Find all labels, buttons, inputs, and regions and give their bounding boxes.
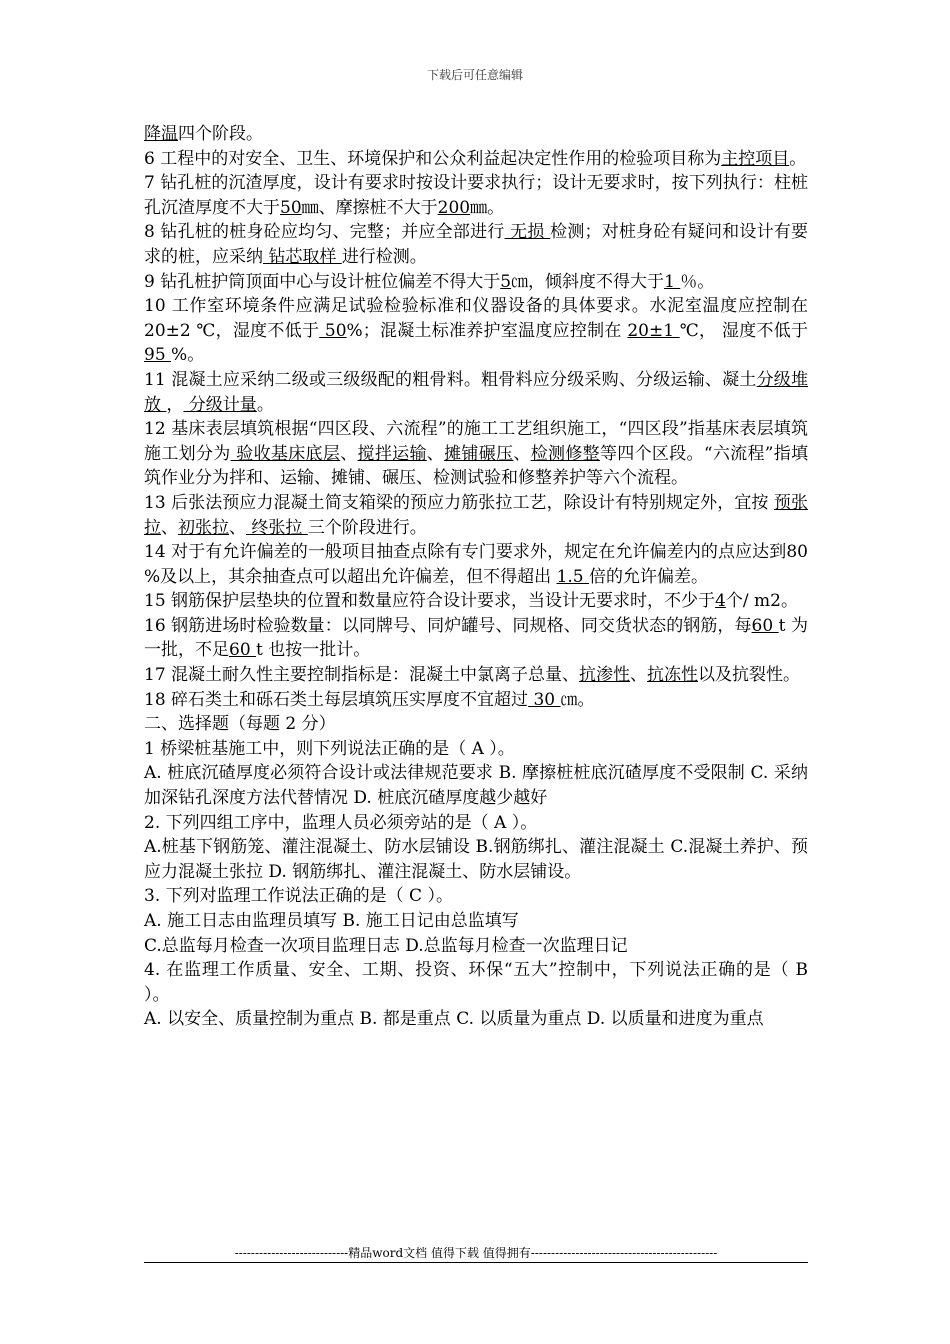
text-segment: A. 桩底沉碴厚度必须符合设计或法律规范要求 B. 摩擦桩桩底沉碴厚度不受限制 C. 采纳加深钻孔深度方法代替情况 D. 桩底沉碴厚度越少越好 [144, 763, 808, 809]
footer-divider [144, 1262, 808, 1263]
text-segment: 10 工作室环境条件应满足试验检验标准和仪器设备的具体要求。水泥室温度应控制在 20±2 ℃，湿度不低于 [144, 296, 808, 341]
text-segment: 13 后张法预应力混凝土简支箱梁的预应力筋张拉工艺，除设计有特别规定外，宜按 [144, 492, 774, 513]
paragraph-p14 [144, 540, 808, 589]
text-segment: ℃， 湿度不低于 [679, 320, 808, 341]
paragraph-q4 [144, 958, 808, 1007]
underlined-answer: 主控项目 [721, 148, 790, 169]
text-segment: 9 钻孔桩护筒顶面中心与设计桩位偏差不得大于 [144, 271, 501, 292]
text-segment: C.总监每月检查一次项目监理日志 D.总监每月检查一次监理日记 [144, 935, 628, 956]
underlined-answer: 初张拉 [178, 517, 229, 538]
text-segment: 11 混凝土应采纳二级或三级级配的粗骨料。粗骨料应分级采购、分级运输、凝土 [144, 369, 757, 390]
paragraph-s2 [144, 712, 808, 737]
text-segment: ％。 [680, 271, 715, 292]
text-segment: 6 工程中的对安全、卫生、环境保护和公众利益起决定性作用的检验项目称为 [144, 148, 722, 169]
text-segment: ㎜。 [470, 197, 505, 218]
paragraph-p7 [144, 171, 808, 220]
text-segment: 4. 在监理工作质量、安全、工期、投资、环保“五大”控制中，下列说法正确的是（ B ）。 [144, 960, 808, 1005]
underlined-answer: 降温 [144, 124, 178, 144]
paragraph-p15 [144, 589, 808, 614]
underlined-answer: 分级堆放 [144, 369, 808, 415]
underlined-answer: 50 [319, 320, 347, 341]
text-segment: %。 [171, 345, 205, 366]
paragraph-q4o [144, 1007, 808, 1032]
document-body [144, 122, 808, 1032]
paragraph-p13 [144, 491, 808, 540]
underlined-answer: 搅拌运输 [357, 443, 427, 464]
paragraph-q2 [144, 811, 808, 836]
text-segment: 个/ m2。 [725, 591, 798, 612]
underlined-answer: 分级计量 [183, 394, 257, 415]
paragraph-p18 [144, 688, 808, 713]
text-segment: 、 [340, 443, 358, 464]
paragraph-p9 [144, 270, 808, 295]
text-segment: A.桩基下钢筋笼、灌注混凝土、防水层铺设 B.钢筋绑扎、灌注混凝土 C.混凝土养护、预应力混凝土张拉 D. 钢筋绑扎、灌注混凝土、防水层铺设。 [144, 837, 808, 882]
paragraph-p6 [144, 147, 808, 172]
underlined-answer: 20±1 [627, 320, 680, 341]
text-segment: 15 钢筋保护层垫块的位置和数量应符合设计要求，当设计无要求时，不少于 [144, 591, 716, 612]
underlined-answer: 抗渗性 [579, 665, 631, 686]
text-segment: 四个阶段。 [178, 124, 263, 144]
text-segment: 、 [229, 517, 246, 538]
text-segment: 等四个区段。“六流程”指填筑作业分为拌和、运输、摊铺、碾压、检测试验和修整养护等六个流程。 [144, 443, 809, 489]
underlined-answer: 检测修整 [530, 443, 600, 464]
underlined-answer: 5 [500, 271, 512, 292]
paragraph-p12 [144, 417, 808, 491]
page-footer: ----------------------------精品word文档 值得下载 值得拥有---------------------------------------------- [234, 1246, 718, 1260]
underlined-answer: 抗冻性 [647, 665, 699, 686]
text-segment: 14 对于有允许偏差的一般项目抽查点除有专门要求外，规定在允许偏差内的点应达到80 %及以上，其余抽查点可以超出允许偏差，但不得超出 [144, 542, 808, 587]
text-segment: 8 钻孔桩的桩身砼应均匀、完整；并应全部进行 [144, 222, 505, 243]
underlined-answer: 钻芯取样 [263, 246, 342, 267]
text-segment: 。 [256, 394, 274, 415]
text-segment: 进行检测。 [341, 246, 427, 267]
underlined-answer: 无损 [504, 222, 551, 243]
underlined-answer: 摊铺碾压 [444, 443, 514, 464]
text-segment: 1 桥梁桩基施工中，则下列说法正确的是（ A ）。 [144, 738, 515, 759]
text-segment: ， [166, 394, 184, 415]
text-segment: ㎝。 [560, 689, 595, 710]
paragraph-p0 [144, 122, 808, 147]
paragraph-q3 [144, 884, 808, 909]
text-segment: 、 [426, 443, 445, 464]
text-segment: 。 [789, 148, 807, 169]
underlined-answer: 60 [229, 640, 257, 661]
text-segment: 、 [513, 443, 531, 464]
underlined-answer: 预张拉 [144, 492, 808, 538]
paragraph-q1o [144, 761, 808, 810]
text-segment: 7 钻孔桩的沉渣厚度，设计有要求时按设计要求执行；设计无要求时，按下列执行：柱桩孔沉渣厚度不大于 [144, 173, 808, 218]
text-segment: 3. 下列对监理工作说法正确的是（ C ）。 [144, 886, 453, 907]
underlined-answer: 60 [751, 615, 779, 636]
paragraph-q3b [144, 934, 808, 959]
underlined-answer: 30 [528, 689, 561, 710]
paragraph-p8 [144, 220, 808, 269]
text-segment: t 也按一批计。 [256, 640, 371, 661]
paragraph-q1 [144, 737, 808, 762]
paragraph-p10 [144, 294, 808, 368]
text-segment: 倍的允许偏差。 [589, 566, 709, 587]
text-segment: 16 钢筋进场时检验数量：以同牌号、同炉罐号、同规格、同交货状态的钢筋，每 [144, 615, 752, 636]
underlined-answer: 终张拉 [246, 517, 308, 538]
text-segment: ㎝，倾斜度不得大于 [511, 271, 665, 292]
text-segment: %；混凝土标准养护室温度应控制在 [346, 320, 628, 341]
underlined-answer: 验收基床底层 [230, 443, 341, 464]
underlined-answer: 1 [664, 271, 681, 292]
underlined-answer: 200 [437, 197, 471, 218]
text-segment: 、 [161, 517, 178, 538]
text-segment: 、 [630, 665, 648, 686]
text-segment: 12 基床表层填筑根据“四区段、六流程”的施工工艺组织施工，“四区段”指基床表层填筑施工划分为 [144, 419, 808, 464]
text-segment: 2. 下列四组工序中，监理人员必须旁站的是（ A ）。 [144, 812, 538, 833]
page-header: 下载后可任意编辑 [426, 68, 523, 82]
paragraph-p16 [144, 614, 808, 663]
text-segment: 三个阶段进行。 [307, 517, 427, 538]
text-segment: A. 以安全、质量控制为重点 B. 都是重点 C. 以质量为重点 D. 以质量和进度为重点 [144, 1009, 764, 1030]
underlined-answer: 4 [715, 591, 726, 612]
paragraph-p11 [144, 368, 808, 417]
underlined-answer: 95 [144, 345, 172, 366]
underlined-answer: 50 [280, 197, 302, 218]
text-segment: ㎜、摩擦桩不大于 [301, 197, 438, 218]
text-segment: t 为一批，不足 [144, 615, 808, 661]
text-segment: 检测；对桩身砼有疑问和设计有要求的桩，应采纳 [144, 222, 808, 267]
paragraph-q2o [144, 835, 808, 884]
underlined-answer: 1.5 [556, 566, 590, 587]
text-segment: 以及抗裂性。 [698, 665, 801, 686]
text-segment: 18 碎石类土和砾石类土每层填筑压实厚度不宜超过 [144, 689, 529, 710]
text-segment: A. 施工日志由监理员填写 B. 施工日记由总监填写 [144, 911, 519, 931]
paragraph-p17 [144, 663, 808, 688]
paragraph-q3a [144, 909, 808, 934]
text-segment: 17 混凝土耐久性主要控制指标是：混凝土中氯离子总量、 [144, 665, 580, 686]
text-segment: 二、选择题（每题 2 分） [144, 714, 336, 735]
